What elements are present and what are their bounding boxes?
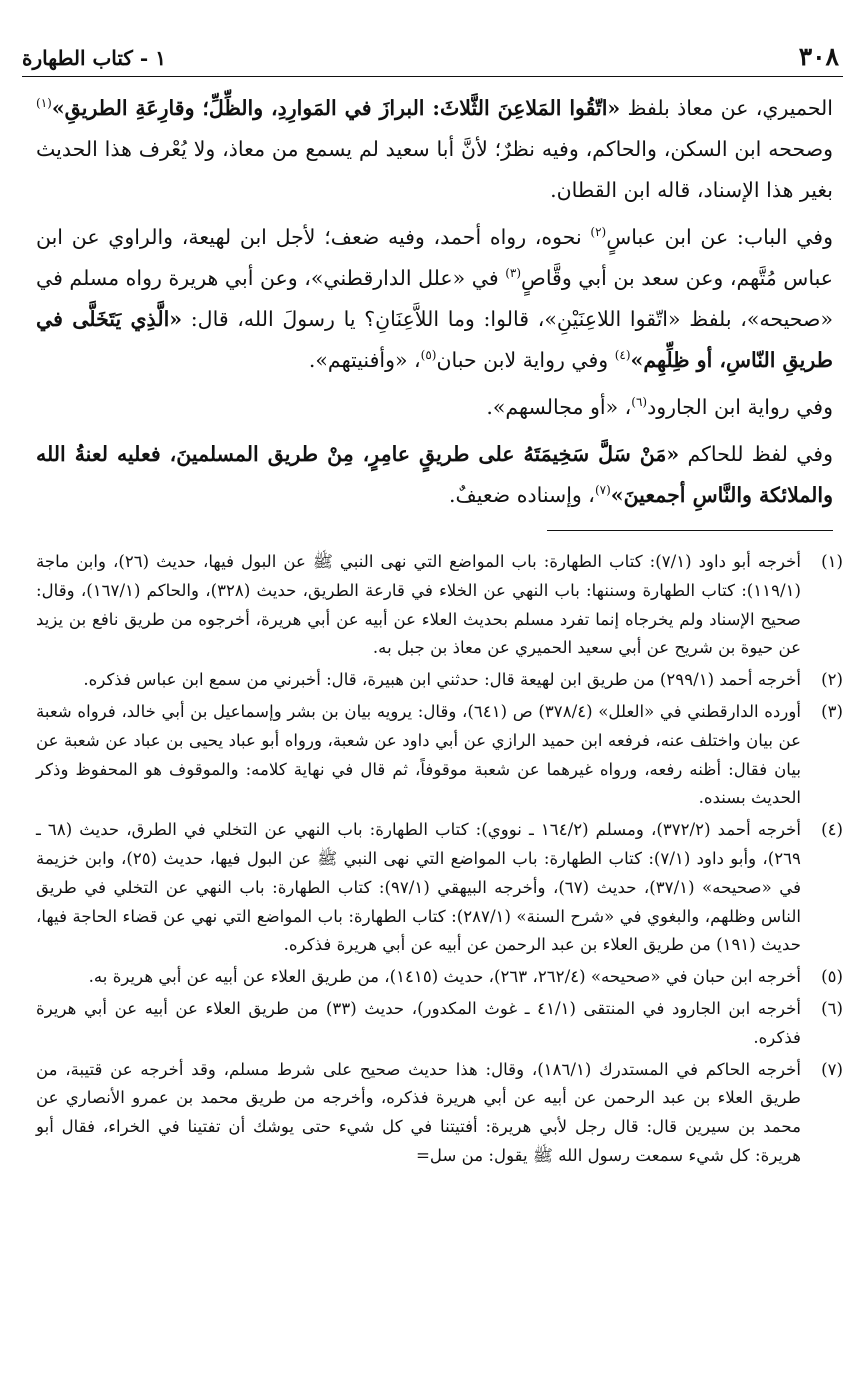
footnote-number: (٥) <box>821 967 843 987</box>
footnote-number: (٣) <box>821 701 843 721</box>
footnote-ref: (٢) <box>590 225 607 240</box>
footnote-text: أخرجه أحمد (٢٩٩/١) من طريق ابن لهيعة قال: حدثني ابن هبيرة، قال: أخبرني من سمع ابن عباس فذكره. <box>83 670 801 690</box>
footnote-ref: (٦) <box>631 395 648 410</box>
footnote <box>36 995 843 1053</box>
footnote-number: (٢) <box>821 670 843 690</box>
footnote <box>36 666 843 695</box>
footnote-text: أخرجه أحمد (٣٧٢/٢)، ومسلم (١٦٤/٢ ـ نووي): كتاب الطهارة: باب النهي عن التخلي في الطرق، حديث (٦٨ ـ ٢٦٩)، وأبو داود (٧/١): كتاب الطهارة: باب المواضع التي نهى النبي ﷺ عن البول فيها، حديث (٢٥)، وابن خزيمة في «صحيحه» (٣٧/١)، حديث (٦٧)، وأخرجه البيهقي (٩٧/١): كتاب الطهارة: باب النهي عن التخلي في طريق الناس وظلهم، والبغوي في «شرح السنة» (٢٨٧/١): كتاب الطهارة: باب المواضع التي نهي عن قضاء الحاجة فيها، حديث (١٩١) من طريق العلاء بن عبد الرحمن عن أبيه عن أبي هريرة فذكره. <box>36 820 802 955</box>
footnote <box>36 698 843 813</box>
text-span: ، «أو مجالسهم». <box>486 395 632 419</box>
paragraph-2 <box>36 217 833 381</box>
page-number: ٣٠٨ <box>798 42 839 71</box>
text-span: نحوه، رواه أحمد، وفيه ضعف؛ لأجل ابن لهيعة، والراوي عن ابن عباس مُتَّهم، وعن سعد بن أبي وقَّاصٍ <box>36 225 833 290</box>
running-title: ١ - كتاب الطهارة <box>22 46 166 70</box>
footnote-number: (٧) <box>821 1059 843 1079</box>
footnote-divider <box>547 530 833 531</box>
footnote-ref: (٥) <box>420 348 437 363</box>
footnote-ref: (٧) <box>594 483 611 498</box>
text-span: وفي لفظ للحاكم <box>679 442 834 466</box>
text-span: ، وإسناده ضعيفٌ. <box>448 483 595 507</box>
page-header <box>22 42 843 77</box>
text-span: وفي رواية لابن حبان <box>436 348 615 372</box>
main-text <box>36 88 833 522</box>
footnote-ref: (١) <box>36 96 52 111</box>
footnote-ref: (٣) <box>505 266 522 281</box>
paragraph-3 <box>36 387 833 428</box>
footnote-ref: (٤) <box>614 348 631 363</box>
footnote-text: أخرجه ابن الجارود في المنتقى (٤١/١ ـ غوث المكدور)، حديث (٣٣) من طريق العلاء عن أبيه عن أبي هريرة فذكره. <box>36 998 801 1047</box>
text-span: ، «وأفنيتهم». <box>308 348 421 372</box>
footnote-text: أخرجه الحاكم في المستدرك (١٨٦/١)، وقال: هذا حديث صحيح على شرط مسلم، وقد أخرجه عن قتيبة، من طريق العلاء بن عبد الرحمن عن أبيه عن أبي هريرة فذكره، وأخرجه من طريق محمد بن عمرو الأنصاري عن محمد بن سيرين قال: قال رجل لأبي هريرة: أفتيتنا في كل شيء حتى يوشك أن تفتينا في الخراء، فقال أبو هريرة: كل شيء سمعت رسول الله ﷺ يقول: من سل= <box>36 1059 801 1165</box>
text-span: في «علل الدارقطني»، وعن أبي هريرة رواه مسلم في «صحيحه»، بلفظ «اتّقوا اللاعِنَيْنِ»، قالوا: وما اللاَّعِنَانِ؟ يا رسولَ الله، قال: <box>36 266 833 331</box>
footnotes <box>36 548 843 1174</box>
footnote-number: (٦) <box>821 998 843 1018</box>
paragraph-1 <box>36 88 833 211</box>
footnote-number: (٤) <box>821 820 843 840</box>
hadith-quote: «مَنْ سَلَّ سَخِيمَتَهُ على طريقٍ عامِرٍ، مِنْ طريق المسلمينَ، فعليه لعنةُ الله والملائكة والنَّاسِ أجمعينَ» <box>36 442 833 507</box>
footnote-text: أخرجه أبو داود (٧/١): كتاب الطهارة: باب المواضع التي نهى النبي ﷺ عن البول فيها، حديث (٢٦)، وابن ماجة (١١٩/١): كتاب الطهارة وسننها: باب النهي عن الخلاء في قارعة الطريق، حديث (٣٢٨)، والحاكم (١٦٧/١)، وقال: صحيح الإسناد ولم يخرجاه إنما تفرد مسلم بحديث العلاء عن أبيه عن أبي هريرة، أخرجوه من طريق نافع بن يزيد عن حيوة بن شريح عن أبي سعيد الحميري عن معاذ بن جبل به. <box>36 552 802 658</box>
paragraph-4 <box>36 434 833 516</box>
footnote-text: أورده الدارقطني في «العلل» (٣٧٨/٤) ص (٦٤١)، وقال: يرويه بيان بن بشر وإسماعيل بن أبي خالد، فرواه شعبة عن بيان واختلف عنه، فرفعه ابن حميد الرازي عن أبي داود عن شعبة، ورواه أبو عباد يحيى بن عباد عن شعبة عن بيان فقال: أظنه رفعه، ورواه غيرهما عن شعبة موقوفاً، ثم قال في نهاية كلامه: والموقوف هو المحفوظ وذكر الحديث بسنده. <box>36 701 801 808</box>
footnote-text: أخرجه ابن حبان في «صحيحه» (٢٦٢/٤، ٢٦٣)، حديث (١٤١٥)، من طريق العلاء عن أبيه عن أبي هريرة به. <box>88 967 801 987</box>
text-span: وفي رواية ابن الجارود <box>647 395 833 419</box>
hadith-quote: «الَّذِي يَتَخَلَّى في طريقِ النّاسِ، أو ظِلِّهِم» <box>36 307 833 372</box>
text-span: وصححه ابن السكن، والحاكم، وفيه نظرٌ؛ لأنَّ أبا سعيد لم يسمع من معاذ، ولا يُعْرف هذا الحديث بغير هذا الإسناد، قاله ابن القطان. <box>36 137 833 202</box>
footnote <box>36 816 843 960</box>
text-span: الحميري، عن معاذ بلفظ <box>620 96 833 120</box>
hadith-quote: «اتّقُوا المَلاعِنَ الثَّلاثَ: البرازَ في المَوارِدِ، والظِّلِّ؛ وقارِعَةِ الطريقِ» <box>51 96 621 120</box>
footnote <box>36 963 843 992</box>
footnote-number: (١) <box>821 552 843 571</box>
footnote <box>36 548 843 663</box>
text-span: وفي الباب: عن ابن عباسٍ <box>606 225 833 249</box>
footnote <box>36 1056 843 1171</box>
